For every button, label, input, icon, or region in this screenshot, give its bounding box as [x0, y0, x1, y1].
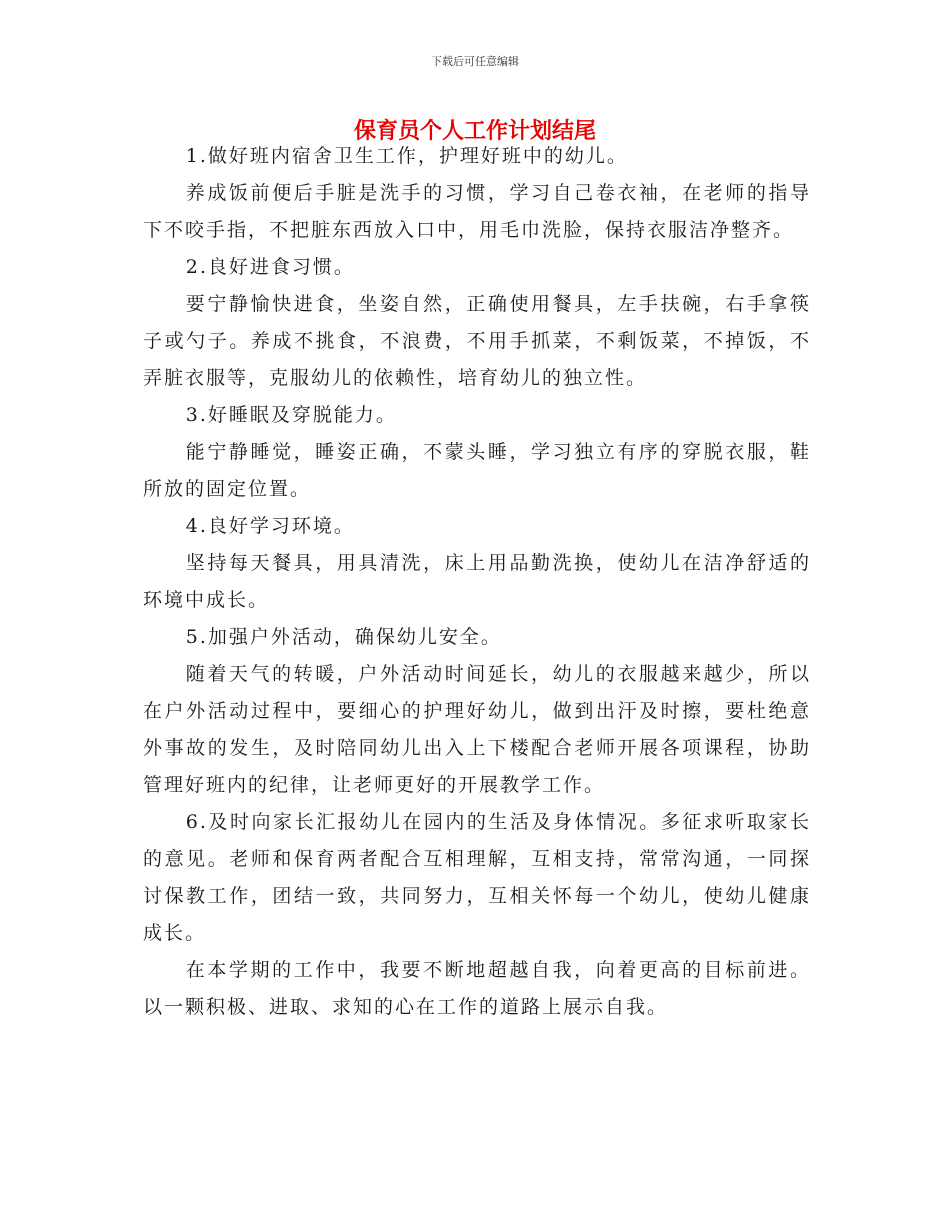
document-title: 保育员个人工作计划结尾 — [353, 119, 596, 144]
item-3-heading: 3.好睡眠及穿脱能力。 — [185, 404, 397, 426]
header-note: 下载后可任意编辑 — [431, 55, 519, 68]
document-body — [143, 138, 811, 1026]
item-2-body: 要宁静愉快进食，坐姿自然，正确使用餐具，左手扶碗，右手拿筷子或勺子。养成不挑食，不浪费，不用手抓菜，不剩饭菜，不掉饭，不弄脏衣服等，克服幼儿的依赖性，培育幼儿的独立性。 — [143, 293, 811, 389]
item-6-paragraph: 6.及时向家长汇报幼儿在园内的生活及身体情况。多征求听取家长的意见。老师和保育两者配合互相理解，互相支持，常常沟通，一同探讨保教工作，团结一致，共同努力，互相关怀每一个幼儿，使幼儿健康成长。 — [143, 811, 811, 944]
item-1-body: 养成饭前便后手脏是洗手的习惯，学习自己卷衣袖，在老师的指导下不咬手指，不把脏东西放入口中，用毛巾洗脸，保持衣服洁净整齐。 — [143, 182, 811, 241]
item-3-body: 能宁静睡觉，睡姿正确，不蒙头睡，学习独立有序的穿脱衣服，鞋所放的固定位置。 — [143, 441, 811, 500]
item-5-body: 随着天气的转暖，户外活动时间延长，幼儿的衣服越来越少，所以在户外活动过程中，要细心的护理好幼儿，做到出汗及时擦，要杜绝意外事故的发生，及时陪同幼儿出入上下楼配合老师开展各项课程，协助管理好班内的纪律，让老师更好的开展教学工作。 — [143, 663, 811, 796]
item-5-heading: 5.加强户外活动，确保幼儿安全。 — [185, 626, 502, 648]
item-2-heading: 2.良好进食习惯。 — [185, 256, 355, 278]
closing-paragraph: 在本学期的工作中，我要不断地超越自我，向着更高的目标前进。以一颗积极、进取、求知的心在工作的道路上展示自我。 — [143, 959, 811, 1018]
item-4-body: 坚持每天餐具，用具清洗，床上用品勤洗换，使幼儿在洁净舒适的环境中成长。 — [143, 552, 811, 611]
item-4-heading: 4.良好学习环境。 — [185, 515, 355, 537]
item-1-heading: 1.做好班内宿舍卫生工作，护理好班中的幼儿。 — [185, 145, 628, 167]
